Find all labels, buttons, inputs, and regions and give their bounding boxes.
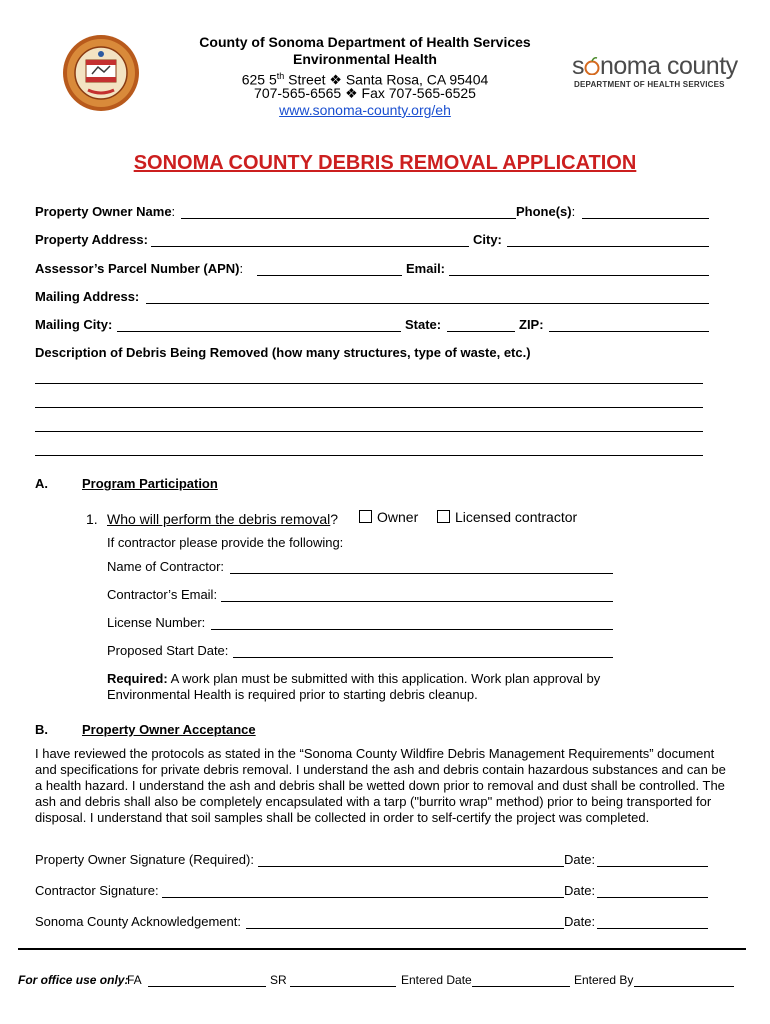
logo-wordmark: s noma county	[572, 52, 738, 80]
website-link[interactable]: www.sonoma-county.org/eh	[279, 102, 451, 118]
fa-field[interactable]	[148, 986, 266, 987]
county-acknowledgement-field[interactable]	[246, 928, 564, 929]
email-label: Email:	[406, 261, 446, 276]
phones-field[interactable]	[582, 218, 709, 219]
address-field[interactable]	[151, 246, 469, 247]
contractor-intro: If contractor please provide the following:	[107, 535, 344, 550]
sr-field[interactable]	[290, 986, 396, 987]
contractor-date-label: Date:	[564, 883, 596, 898]
entered-date-label: Entered Date	[401, 973, 472, 987]
mailing-address-field[interactable]	[146, 303, 709, 304]
sonoma-county-logo	[568, 50, 738, 98]
entered-date-field[interactable]	[472, 986, 570, 987]
start-date-label: Proposed Start Date:	[107, 643, 229, 658]
license-number-field[interactable]	[211, 629, 613, 630]
owner-name-field[interactable]	[181, 218, 516, 219]
entered-by-field[interactable]	[634, 986, 734, 987]
state-field[interactable]	[447, 331, 515, 332]
owner-name-label: Property Owner Name:	[35, 204, 176, 219]
option-licensed-contractor[interactable]: Licensed contractor	[437, 509, 577, 525]
phones-label: Phone(s):	[516, 204, 576, 219]
mailing-address-label: Mailing Address:	[35, 289, 140, 304]
question-1-number: 1.	[86, 511, 98, 527]
footer-divider	[18, 948, 746, 950]
license-number-label: License Number:	[107, 615, 206, 630]
option-owner[interactable]: Owner	[359, 509, 418, 525]
contractor-date-field[interactable]	[597, 897, 708, 898]
acceptance-text: I have reviewed the protocols as stated in the “Sonoma County Wildfire Debris Management Requirements” document and specifications for private debris removal. I understand the ash and debris contain hazardous substances and can be a health hazard. I understand the ash and debris shall be wetted down prior to removal and dust shall be controlled. The ash and debris shall also be completely encapsulated with a tarp ("burrito wrap" method) prior to being transported for disposal. I understand that soil samples shall be collected in order to self-certify the project was completed.	[35, 746, 726, 825]
entered-by-label: Entered By	[574, 973, 634, 987]
description-line-2[interactable]	[35, 407, 703, 408]
zip-label: ZIP:	[519, 317, 544, 332]
owner-signature-label: Property Owner Signature (Required):	[35, 852, 254, 867]
start-date-field[interactable]	[233, 657, 613, 658]
city-field[interactable]	[507, 246, 709, 247]
owner-date-label: Date:	[564, 852, 596, 867]
apn-label: Assessor’s Parcel Number (APN):	[35, 261, 244, 276]
owner-signature-field[interactable]	[258, 866, 564, 867]
description-label: Description of Debris Being Removed (how many structures, type of waste, etc.)	[35, 345, 531, 360]
contractor-signature-field[interactable]	[162, 897, 564, 898]
address-label: Property Address:	[35, 232, 148, 247]
contractor-signature-label: Contractor Signature:	[35, 883, 159, 898]
question-1: Who will perform the debris removal?	[107, 511, 339, 527]
county-seal-icon	[62, 34, 140, 112]
section-b-letter: B.	[35, 722, 48, 737]
apn-field[interactable]	[257, 275, 402, 276]
apple-icon	[584, 57, 600, 75]
owner-date-field[interactable]	[597, 866, 708, 867]
logo-subtitle: DEPARTMENT OF HEALTH SERVICES	[574, 80, 725, 89]
header-website-wrap	[160, 102, 570, 119]
section-a-letter: A.	[35, 476, 48, 491]
section-a-title: Program Participation	[82, 476, 218, 491]
city-label: City:	[473, 232, 502, 247]
contractor-checkbox[interactable]	[437, 510, 450, 523]
required-note: Required: A work plan must be submitted with this application. Work plan approval by Environmental Health is required prior to starting debris cleanup.	[107, 671, 601, 702]
email-field[interactable]	[449, 275, 709, 276]
header-phone-fax: 707-565-6565 ❖ Fax 707-565-6525	[254, 85, 476, 101]
description-line-1[interactable]	[35, 383, 703, 384]
zip-field[interactable]	[549, 331, 709, 332]
contractor-name-label: Name of Contractor:	[107, 559, 225, 574]
owner-checkbox[interactable]	[359, 510, 372, 523]
office-use-label: For office use only:	[18, 973, 129, 987]
contractor-email-field[interactable]	[221, 601, 613, 602]
county-date-label: Date:	[564, 914, 596, 929]
contractor-name-field[interactable]	[230, 573, 613, 574]
state-label: State:	[405, 317, 442, 332]
header-dept: County of Sonoma Department of Health Services	[199, 34, 531, 50]
sr-label: SR	[270, 973, 287, 987]
contractor-email-label: Contractor’s Email:	[107, 587, 218, 602]
fa-label: FA	[127, 973, 142, 987]
header-address: 625 5th Street ❖ Santa Rosa, CA 95404	[241, 71, 489, 88]
county-date-field[interactable]	[597, 928, 708, 929]
mailing-city-label: Mailing City:	[35, 317, 113, 332]
description-line-3[interactable]	[35, 431, 703, 432]
document-title: SONOMA COUNTY DEBRIS REMOVAL APPLICATION	[133, 152, 637, 174]
description-line-4[interactable]	[35, 455, 703, 456]
county-acknowledgement-label: Sonoma County Acknowledgement:	[35, 914, 241, 929]
mailing-city-field[interactable]	[117, 331, 401, 332]
section-b-title: Property Owner Acceptance	[82, 722, 256, 737]
header-division: Environmental Health	[293, 51, 437, 67]
